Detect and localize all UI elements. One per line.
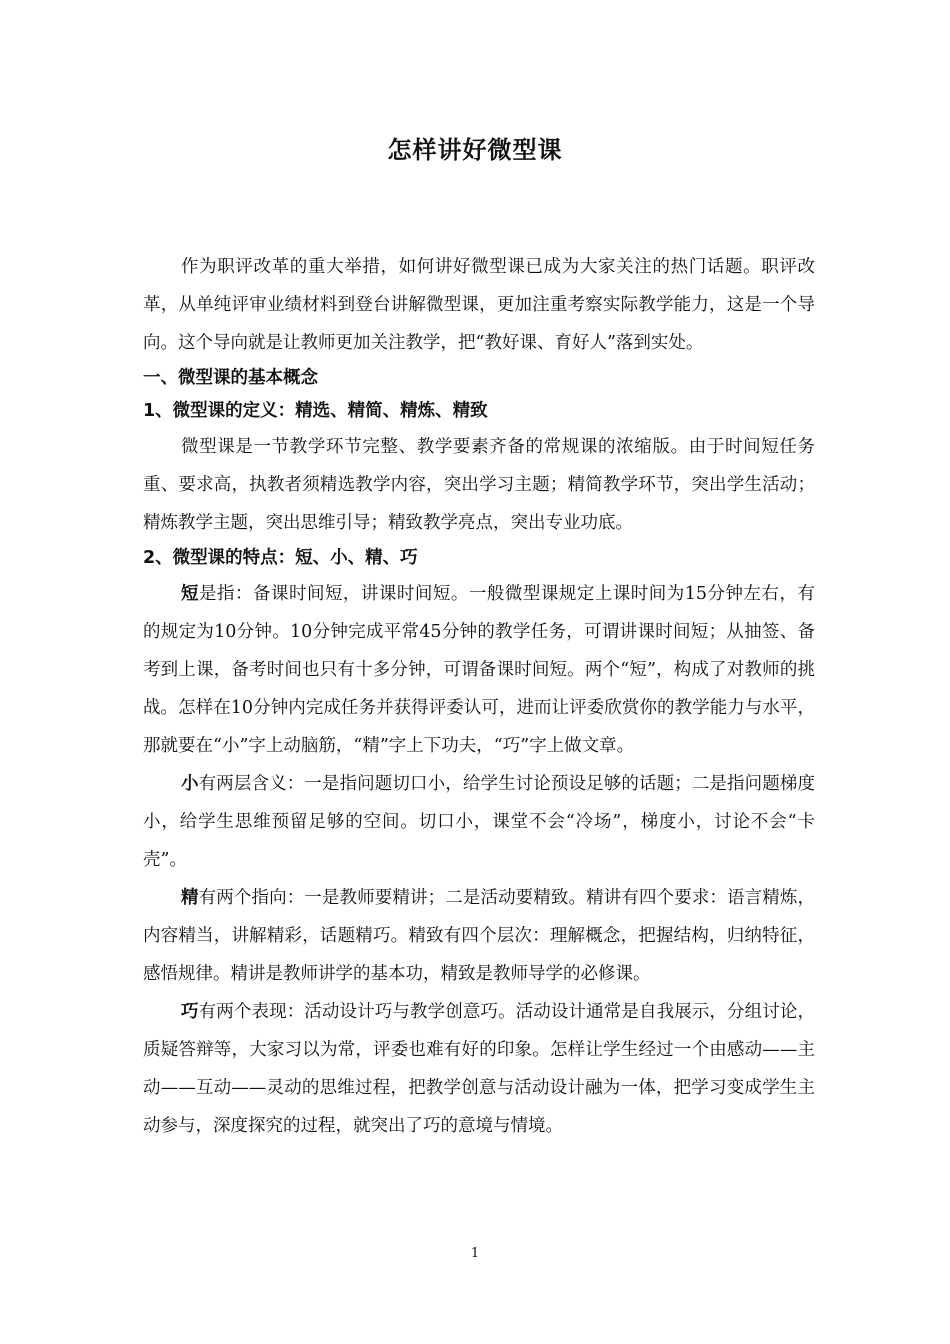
page-number: 1 <box>470 1246 480 1261</box>
short-paragraph <box>143 575 815 765</box>
document-title: 怎样讲好微型课 <box>387 135 563 164</box>
short-keyword: 短 <box>181 584 199 604</box>
fine-paragraph <box>143 879 815 993</box>
intro-paragraph: 作为职评改革的重大举措，如何讲好微型课已成为大家关注的热门话题。职评改革，从单纯评审业绩材料到登台讲解微型课，更加注重考察实际教学能力，这是一个导向。这个导向就是让教师更加关注教学，把“教好课、育好人”落到实处。 <box>143 257 815 353</box>
fine-keyword: 精 <box>181 888 199 908</box>
document-body <box>143 248 815 1145</box>
fine-text: 有两个指向：一是教师要精讲；二是活动要精致。精讲有四个要求：语言精炼，内容精当，讲解精彩，话题精巧。精致有四个层次：理解概念，把握结构，归纳特征，感悟规律。精讲是教师讲学的基本功，精致是教师导学的必修课。 <box>143 888 816 984</box>
definition-paragraph: 微型课是一节教学环节完整、教学要素齐备的常规课的浓缩版。由于时间短任务重、要求高，执教者须精选教学内容，突出学习主题；精简教学环节，突出学生活动；精炼教学主题，突出思维引导；精致教学亮点，突出专业功底。 <box>143 437 815 533</box>
short-text: 是指：备课时间短，讲课时间短。一般微型课规定上课时间为15分钟左右，有的规定为10分钟。10分钟完成平常45分钟的教学任务，可谓讲课时间短；从抽签、备考到上课，备考时间也只有十多分钟，可谓备课时间短。两个“短”，构成了对教师的挑战。怎样在10分钟内完成任务并获得评委认可，进而让评委欣赏你的教学能力与水平，那就要在“小”字上动脑筋，“精”字上下功夫，“巧”字上做文章。 <box>143 584 816 756</box>
small-keyword: 小 <box>181 774 199 794</box>
clever-keyword: 巧 <box>181 1002 199 1022</box>
small-text: 有两层含义：一是指问题切口小，给学生讨论预设足够的话题；二是指问题梯度小，给学生思维预留足够的空间。切口小，课堂不会“冷场”，梯度小，讨论不会“卡壳”。 <box>143 774 816 870</box>
section-heading-basic-concepts: 一、微型课的基本概念 <box>143 368 318 388</box>
subheading-features: 2、微型课的特点：短、小、精、巧 <box>143 548 418 568</box>
clever-text: 有两个表现：活动设计巧与教学创意巧。活动设计通常是自我展示，分组讨论，质疑答辩等，大家习以为常，评委也难有好的印象。怎样让学生经过一个由感动——主动——互动——灵动的思维过程，把教学创意与活动设计融为一体，把学习变成学生主动参与，深度探究的过程，就突出了巧的意境与情境。 <box>143 1002 816 1136</box>
subheading-definition: 1、微型课的定义：精选、精简、精炼、精致 <box>143 401 488 421</box>
clever-paragraph <box>143 993 815 1145</box>
small-paragraph <box>143 765 815 879</box>
